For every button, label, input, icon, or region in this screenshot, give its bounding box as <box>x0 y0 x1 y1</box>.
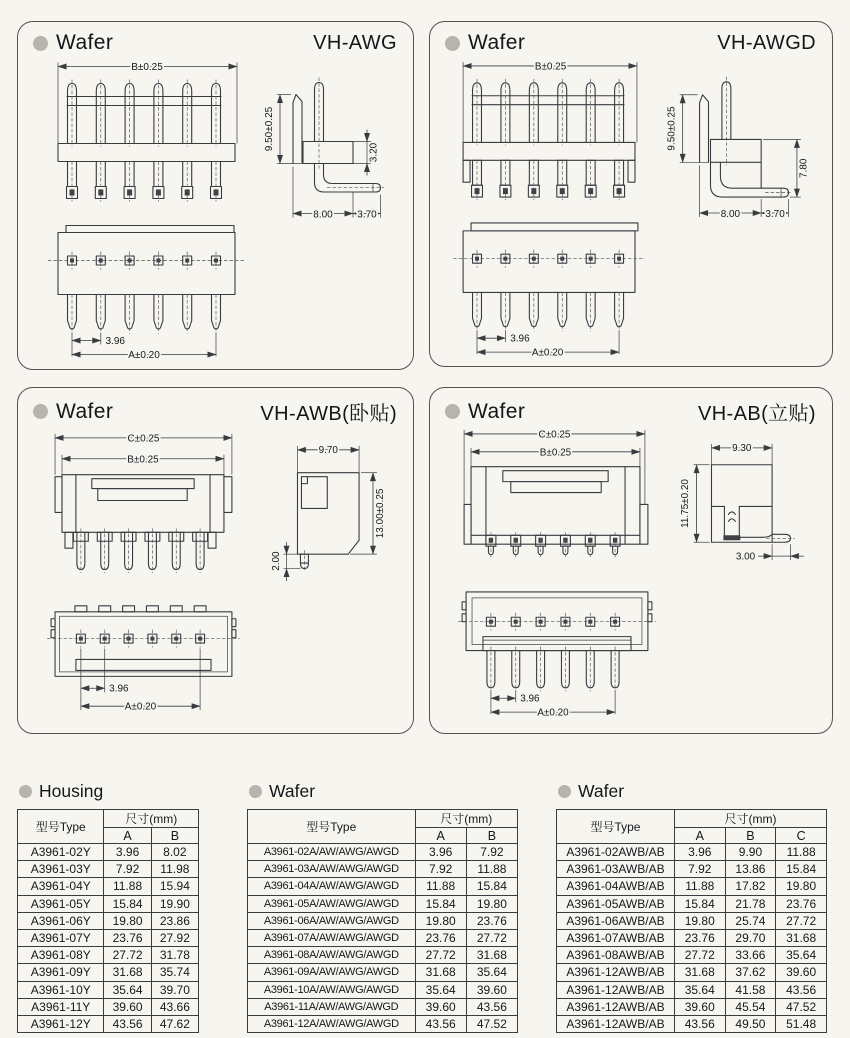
table-row <box>248 981 518 998</box>
cell-type: A3961-08A/AW/AWG/AWGD <box>248 947 416 964</box>
cell-c: 43.56 <box>776 981 827 998</box>
dim-label-lead-tip: 3.70 <box>765 208 785 220</box>
panel-vh-awg <box>17 21 414 370</box>
panel-header <box>445 397 816 426</box>
bottom-view <box>47 606 240 713</box>
dim-label-c: C±0.25 <box>538 429 571 441</box>
cell-type: A3961-04Y <box>18 878 104 895</box>
cell-b: 7.92 <box>466 844 517 861</box>
col-header-dim: 尺寸(mm) <box>674 810 826 828</box>
table-row <box>557 878 827 895</box>
cell-c: 31.68 <box>776 929 827 946</box>
table-row <box>18 878 199 895</box>
cell-a: 43.56 <box>415 1015 466 1032</box>
dim-label-height: 13.00±0.25 <box>374 488 386 539</box>
dim-label-b: B±0.25 <box>127 454 159 466</box>
col-header-type: 型号Type <box>557 810 675 844</box>
drawing-vh-ab <box>430 424 834 733</box>
cell-type: A3961-03AWB/AB <box>557 861 675 878</box>
col-header-dim: 尺寸(mm) <box>104 810 199 828</box>
cell-b: 31.78 <box>151 947 198 964</box>
cell-a: 31.68 <box>415 964 466 981</box>
side-view <box>680 443 804 562</box>
cell-b: 13.86 <box>725 861 776 878</box>
cell-a: 35.64 <box>415 981 466 998</box>
table-row <box>18 844 199 861</box>
table-row <box>248 912 518 929</box>
cell-type: A3961-02Y <box>18 844 104 861</box>
bottom-view <box>48 226 245 361</box>
cell-a: 3.96 <box>674 844 725 861</box>
section-title: Housing <box>39 781 104 801</box>
dim-label-lead-len: 8.00 <box>720 208 741 220</box>
cell-type: A3961-10A/AW/AWG/AWGD <box>248 981 416 998</box>
cell-a: 19.80 <box>415 912 466 929</box>
cell-c: 47.52 <box>776 998 827 1015</box>
cell-b: 37.62 <box>725 964 776 981</box>
col-header-b: B <box>725 828 776 844</box>
side-view <box>264 78 384 221</box>
table-row <box>557 844 827 861</box>
cell-type: A3961-05Y <box>18 895 104 912</box>
cell-a: 43.56 <box>674 1015 725 1032</box>
panel-vh-awb <box>17 387 414 734</box>
cell-b: 19.80 <box>466 895 517 912</box>
dim-label-b: B±0.25 <box>539 447 572 459</box>
cell-type: A3961-05A/AW/AWG/AWGD <box>248 895 416 912</box>
section-title: Wafer <box>578 781 625 801</box>
bullet-icon <box>33 404 48 419</box>
cell-a: 27.72 <box>104 947 151 964</box>
cell-b: 17.82 <box>725 878 776 895</box>
cell-type: A3961-08AWB/AB <box>557 947 675 964</box>
cell-a: 39.60 <box>415 998 466 1015</box>
table-row <box>18 861 199 878</box>
cell-type: A3961-07AWB/AB <box>557 929 675 946</box>
col-header-a: A <box>104 828 151 844</box>
cell-type: A3961-04A/AW/AWG/AWGD <box>248 878 416 895</box>
cell-b: 23.76 <box>466 912 517 929</box>
panel-title: Wafer <box>468 399 526 423</box>
cell-type: A3961-09A/AW/AWG/AWGD <box>248 964 416 981</box>
part-code: VH-AWG <box>313 31 397 54</box>
table-row <box>18 964 199 981</box>
panel-vh-awgd <box>429 21 833 367</box>
table-row <box>557 1015 827 1032</box>
cell-a: 15.84 <box>415 895 466 912</box>
cell-type: A3961-06Y <box>18 912 104 929</box>
cell-type: A3961-12AWB/AB <box>557 964 675 981</box>
table-row <box>557 964 827 981</box>
bottom-view <box>458 592 656 719</box>
cell-type: A3961-09Y <box>18 964 104 981</box>
cell-b: 29.70 <box>725 929 776 946</box>
dim-label-a: A±0.20 <box>124 701 157 713</box>
bullet-icon <box>558 785 571 798</box>
cell-c: 35.64 <box>776 947 827 964</box>
table-row <box>18 929 199 946</box>
cell-a: 7.92 <box>674 861 725 878</box>
cell-type: A3961-03A/AW/AWG/AWGD <box>248 861 416 878</box>
cell-b: 35.64 <box>466 964 517 981</box>
cell-b: 39.60 <box>466 981 517 998</box>
side-view <box>667 77 810 220</box>
cell-c: 11.88 <box>776 844 827 861</box>
table-row <box>557 912 827 929</box>
cell-type: A3961-12AWB/AB <box>557 998 675 1015</box>
cell-b: 8.02 <box>151 844 198 861</box>
front-view <box>58 62 237 202</box>
cell-a: 35.64 <box>674 981 725 998</box>
table-row <box>248 929 518 946</box>
dim-label-b: B±0.25 <box>534 61 567 73</box>
table-row <box>18 895 199 912</box>
cell-a: 11.88 <box>104 878 151 895</box>
panel-title: Wafer <box>56 399 114 423</box>
cell-type: A3961-05AWB/AB <box>557 895 675 912</box>
table-row <box>248 844 518 861</box>
cell-a: 7.92 <box>104 861 151 878</box>
side-view <box>271 445 386 581</box>
table-row <box>248 895 518 912</box>
table-row <box>248 964 518 981</box>
table-row <box>557 947 827 964</box>
dim-label-b: B±0.25 <box>131 62 163 73</box>
cell-c: 27.72 <box>776 912 827 929</box>
col-header-b: B <box>151 828 198 844</box>
cell-c: 19.80 <box>776 878 827 895</box>
table-row <box>18 1015 199 1032</box>
table-row <box>248 998 518 1015</box>
cell-a: 31.68 <box>104 964 151 981</box>
dim-label-pitch: 3.96 <box>105 335 125 347</box>
dim-label-thickness: 3.20 <box>368 142 380 163</box>
col-header-a: A <box>415 828 466 844</box>
drawing-vh-awgd <box>430 58 834 366</box>
cell-b: 27.92 <box>151 929 198 946</box>
bullet-icon <box>33 36 48 51</box>
dim-label-pitch: 3.96 <box>510 333 530 345</box>
table-row <box>557 861 827 878</box>
dim-label-c: C±0.25 <box>127 433 160 445</box>
cell-a: 27.72 <box>674 947 725 964</box>
table-row <box>248 947 518 964</box>
cell-a: 23.76 <box>415 929 466 946</box>
dim-label-depth: 9.30 <box>732 443 752 455</box>
cell-a: 39.60 <box>674 998 725 1015</box>
cell-b: 43.66 <box>151 998 198 1015</box>
table-row <box>557 981 827 998</box>
cell-type: A3961-12A/AW/AWG/AWGD <box>248 1015 416 1032</box>
dim-label-depth: 9.70 <box>318 445 338 457</box>
cell-a: 31.68 <box>674 964 725 981</box>
cell-b: 11.98 <box>151 861 198 878</box>
dim-label-pin-len: 2.00 <box>271 551 283 571</box>
cell-a: 39.60 <box>104 998 151 1015</box>
cell-c: 15.84 <box>776 861 827 878</box>
cell-a: 19.80 <box>104 912 151 929</box>
cell-type: A3961-12Y <box>18 1015 104 1032</box>
drawing-vh-awg <box>18 58 415 369</box>
cell-b: 11.88 <box>466 861 517 878</box>
front-view <box>55 433 232 573</box>
dim-label-a: A±0.20 <box>537 707 569 719</box>
dim-label-a: A±0.20 <box>128 349 160 361</box>
cell-b: 35.74 <box>151 964 198 981</box>
cell-type: A3961-02AWB/AB <box>557 844 675 861</box>
part-code: VH-AB(立贴) <box>697 403 816 425</box>
bullet-icon <box>445 404 460 419</box>
section-title: Wafer <box>269 781 316 801</box>
cell-a: 35.64 <box>104 981 151 998</box>
cell-b: 19.90 <box>151 895 198 912</box>
cell-b: 47.62 <box>151 1015 198 1032</box>
wafer-awb-table <box>556 809 827 1033</box>
bullet-icon <box>249 785 262 798</box>
cell-a: 23.76 <box>674 929 725 946</box>
table-row <box>557 998 827 1015</box>
cell-a: 23.76 <box>104 929 151 946</box>
cell-type: A3961-07Y <box>18 929 104 946</box>
front-view <box>464 429 648 557</box>
section-title-row <box>249 781 523 802</box>
cell-b: 33.66 <box>725 947 776 964</box>
table-row <box>18 998 199 1015</box>
table-row <box>248 878 518 895</box>
dim-label-pitch: 3.96 <box>520 693 540 705</box>
cell-b: 45.54 <box>725 998 776 1015</box>
drawing-vh-awb <box>18 424 415 733</box>
front-view <box>463 61 637 200</box>
cell-a: 3.96 <box>104 844 151 861</box>
cell-b: 31.68 <box>466 947 517 964</box>
cell-type: A3961-06AWB/AB <box>557 912 675 929</box>
cell-b: 21.78 <box>725 895 776 912</box>
cell-type: A3961-11Y <box>18 998 104 1015</box>
part-code: VH-AWB(卧贴) <box>260 403 397 425</box>
cell-type: A3961-06A/AW/AWG/AWGD <box>248 912 416 929</box>
cell-a: 7.92 <box>415 861 466 878</box>
table-row <box>18 981 199 998</box>
dim-label-height: 11.75±0.20 <box>680 479 692 528</box>
cell-type: A3961-12AWB/AB <box>557 981 675 998</box>
cell-a: 11.88 <box>674 878 725 895</box>
cell-b: 47.52 <box>466 1015 517 1032</box>
housing-section <box>17 781 207 1033</box>
part-code: VH-AWGD <box>717 31 816 54</box>
section-title-row <box>19 781 207 802</box>
cell-b: 15.94 <box>151 878 198 895</box>
cell-a: 27.72 <box>415 947 466 964</box>
cell-type: A3961-07A/AW/AWG/AWGD <box>248 929 416 946</box>
cell-a: 3.96 <box>415 844 466 861</box>
table-row <box>18 912 199 929</box>
cell-type: A3961-03Y <box>18 861 104 878</box>
cell-type: A3961-10Y <box>18 981 104 998</box>
dim-label-lead-len: 8.00 <box>313 209 333 221</box>
col-header-type: 型号Type <box>18 810 104 844</box>
housing-table <box>17 809 199 1033</box>
panel-header <box>33 31 397 55</box>
col-header-a: A <box>674 828 725 844</box>
cell-a: 11.88 <box>415 878 466 895</box>
col-header-c: C <box>776 828 827 844</box>
panel-header <box>445 31 816 55</box>
dim-label-lead-len: 3.00 <box>735 551 756 563</box>
panel-header <box>33 397 397 426</box>
cell-type: A3961-04AWB/AB <box>557 878 675 895</box>
dim-label-a: A±0.20 <box>531 347 564 359</box>
cell-b: 49.50 <box>725 1015 776 1032</box>
dim-label-height: 9.50±0.25 <box>264 106 275 152</box>
section-title-row <box>558 781 832 802</box>
panel-title: Wafer <box>468 31 526 54</box>
table-row <box>557 929 827 946</box>
cell-b: 27.72 <box>466 929 517 946</box>
table-row <box>18 947 199 964</box>
wafer-table-section <box>247 781 523 1033</box>
cell-b: 25.74 <box>725 912 776 929</box>
wafer-smt-table-section <box>556 781 832 1033</box>
panel-title: Wafer <box>56 31 114 54</box>
wafer-awg-table <box>247 809 518 1033</box>
cell-type: A3961-08Y <box>18 947 104 964</box>
cell-type: A3961-11A/AW/AWG/AWGD <box>248 998 416 1015</box>
dim-label-pitch: 3.96 <box>109 683 129 695</box>
col-header-type: 型号Type <box>248 810 416 844</box>
cell-b: 41.58 <box>725 981 776 998</box>
cell-c: 39.60 <box>776 964 827 981</box>
cell-a: 15.84 <box>104 895 151 912</box>
cell-b: 23.86 <box>151 912 198 929</box>
cell-c: 23.76 <box>776 895 827 912</box>
table-row <box>557 895 827 912</box>
cell-a: 15.84 <box>674 895 725 912</box>
cell-c: 51.48 <box>776 1015 827 1032</box>
cell-b: 39.70 <box>151 981 198 998</box>
dim-label-lead-tip: 3.70 <box>357 209 377 221</box>
dim-label-drop: 7.80 <box>798 158 810 178</box>
bullet-icon <box>19 785 32 798</box>
cell-a: 43.56 <box>104 1015 151 1032</box>
cell-b: 15.84 <box>466 878 517 895</box>
col-header-b: B <box>466 828 517 844</box>
cell-type: A3961-02A/AW/AWG/AWGD <box>248 844 416 861</box>
bullet-icon <box>445 36 460 51</box>
col-header-dim: 尺寸(mm) <box>415 810 517 828</box>
dim-label-height: 9.50±0.25 <box>666 106 678 151</box>
cell-a: 19.80 <box>674 912 725 929</box>
cell-b: 43.56 <box>466 998 517 1015</box>
table-row <box>248 1015 518 1032</box>
table-row <box>248 861 518 878</box>
cell-b: 9.90 <box>725 844 776 861</box>
panel-vh-ab <box>429 387 833 734</box>
cell-type: A3961-12AWB/AB <box>557 1015 675 1032</box>
bottom-view <box>453 223 645 359</box>
